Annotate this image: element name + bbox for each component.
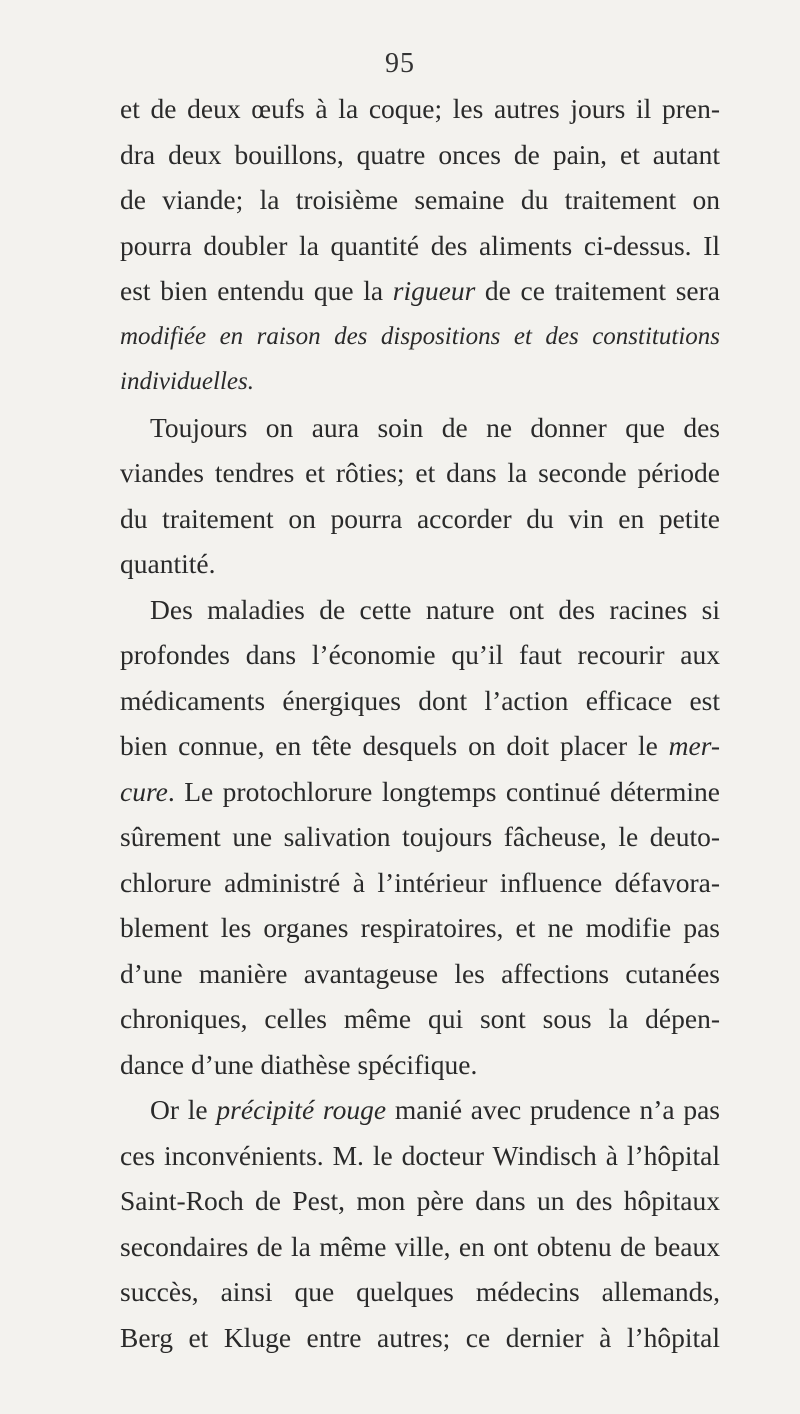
text-run: profondes dans l’économie qu’il faut recourir aux (120, 639, 720, 670)
text-line (120, 723, 720, 769)
text-run: et de deux œufs à la coque; les autres jours il pren- (120, 93, 720, 124)
text-line (120, 223, 720, 269)
text-run: succès, ainsi que quelques médecins allemands, (120, 1276, 720, 1307)
text-run: Berg et Kluge entre autres; ce dernier à l’hôpital (120, 1321, 720, 1353)
text-run: chlorure administré à l’intérieur influence défavora- (120, 866, 720, 898)
text-line (120, 1269, 720, 1315)
text-line (120, 496, 720, 542)
text-run: pourra doubler la quantité des aliments ci-dessus. Il (120, 229, 720, 261)
text-line (120, 450, 720, 496)
text-run: dra deux bouillons, quatre onces de pain, et autant (120, 138, 720, 170)
text-line (120, 132, 720, 178)
text-line (120, 996, 720, 1042)
text-run: du traitement on pourra accorder du vin en petite (120, 502, 720, 534)
text-line (120, 951, 720, 997)
text-line (120, 1042, 720, 1088)
text-line (120, 632, 720, 678)
text-run: blement les organes respiratoires, et ne modifie pas (120, 912, 720, 943)
text-run: . Le protochlorure longtemps continué détermine (167, 775, 720, 807)
text-line (120, 1133, 720, 1179)
text-line (120, 177, 720, 223)
text-run: d’une manière avantageuse les affections cutanées (120, 957, 720, 989)
text-line (120, 314, 720, 360)
text-line (120, 268, 720, 314)
text-run: dance d’une diathèse spécifique. (120, 1048, 478, 1080)
text-run: Toujours on aura soin de ne donner que des (150, 411, 720, 443)
text-line (120, 541, 720, 587)
text-run: viandes tendres et rôties; et dans la seconde période (120, 457, 720, 488)
text-line (120, 678, 720, 724)
text-run: Des maladies de cette nature ont des racines si (150, 593, 720, 625)
italic-text: rigueur (392, 275, 476, 306)
italic-text: précipité rouge (216, 1094, 387, 1125)
text-run: Or le (150, 1094, 217, 1125)
text-run: secondaires de la même ville, en ont obtenu de beaux (120, 1230, 720, 1262)
text-line (120, 905, 720, 951)
italic-text: individuelles. (120, 368, 254, 395)
text-line (120, 86, 720, 132)
text-line (120, 860, 720, 906)
text-line (120, 1224, 720, 1270)
text-run: est bien entendu que la (120, 275, 393, 306)
text-run: de viande; la troisième semaine du traitement on (120, 184, 720, 215)
text-line (120, 1087, 720, 1133)
body-text (120, 86, 720, 1360)
text-run: Saint-Roch de Pest, mon père dans un des hôpitaux (120, 1185, 720, 1216)
text-run: manié avec prudence n’a pas (386, 1094, 720, 1125)
text-run: bien connue, en tête desquels on doit placer le (120, 730, 669, 761)
italic-text: mer- (668, 730, 720, 761)
italic-text: cure (120, 775, 168, 807)
text-line (120, 359, 720, 405)
page-number: 95 (385, 48, 415, 79)
text-run: chroniques, celles même qui sont sous la dépen- (120, 1003, 720, 1034)
text-line (120, 814, 720, 860)
text-run: quantité. (120, 548, 216, 579)
text-run: ces inconvénients. M. le docteur Windisch à l’hôpital (120, 1139, 720, 1171)
text-line (120, 769, 720, 815)
text-line (120, 1178, 720, 1224)
text-run: médicaments énergiques dont l’action efficace est (120, 684, 720, 716)
text-line (120, 587, 720, 633)
italic-text: modifiée en raison des dispositions et des constitutions (120, 322, 720, 350)
text-line (120, 1315, 720, 1361)
text-line (120, 405, 720, 451)
text-run: de ce traitement sera (475, 275, 720, 306)
text-run: sûrement une salivation toujours fâcheuse, le deuto- (120, 821, 720, 852)
